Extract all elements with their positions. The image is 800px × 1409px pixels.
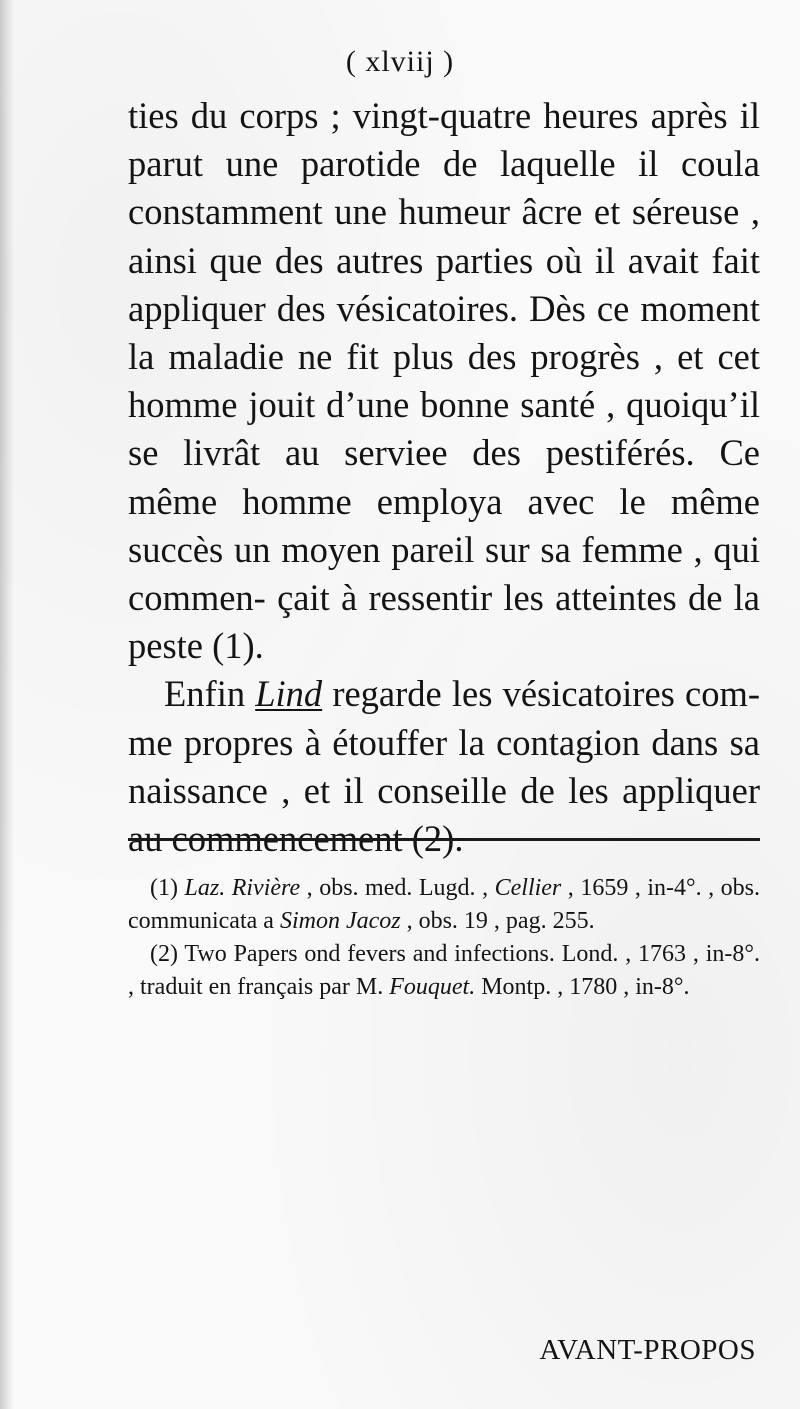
page-number: ( xlviij ): [345, 45, 455, 78]
text-line: parut une parotide de laquelle il coula: [128, 143, 760, 185]
footnote-marker: (2): [150, 941, 185, 967]
text-line: homme employa avec le même succès un: [128, 480, 761, 570]
footnote-author: Laz. Rivière: [184, 875, 301, 901]
text-line: ties du corps ; vingt-quatre heures après il: [128, 95, 760, 136]
footnote-text: Two Papers ond fevers and infections. Lond. , 1763 , in-8°. , traduit en français par M.: [128, 941, 760, 1000]
footnote-rule: [128, 838, 760, 841]
footnote-text: Montp. , 1780 , in-8°.: [475, 974, 690, 1000]
paragraph-2: [128, 670, 760, 863]
paragraph-1: [128, 92, 760, 670]
text-line: me propres à étouffer la contagion dans sa: [128, 721, 760, 763]
page-gutter-shadow: [0, 0, 14, 1409]
text-fragment: Enfin: [164, 673, 256, 715]
text-line: constamment une humeur âcre et séreuse ,: [128, 191, 760, 233]
footnote-publisher: Cellier: [494, 875, 562, 901]
text-line: appliquer des vésicatoires. Dès ce moment: [128, 287, 760, 329]
footnote-text: , 1659 , in-4°. , obs. communicata a: [128, 875, 761, 934]
author-name-lind: Lind: [255, 673, 323, 715]
footnotes: [128, 872, 760, 1004]
footnote-1: [128, 872, 760, 938]
text-fragment: regarde les vésicatoires com-: [322, 673, 760, 715]
catchword: AVANT-PROPOS: [539, 1334, 756, 1366]
text-line: moyen pareil sur sa femme , qui commen-: [128, 528, 761, 619]
footnote-person: Simon Jacoz: [279, 908, 401, 934]
footnote-translator: Fouquet.: [389, 974, 476, 1000]
main-text: [128, 92, 760, 863]
text-line: au commencement (2).: [128, 818, 464, 860]
text-line: çait à ressentir les atteintes de la peste (1).: [128, 577, 761, 667]
footnote-text: , obs. med. Lugd. ,: [300, 875, 495, 901]
text-line: la maladie ne fit plus des progrès , et cet: [128, 336, 760, 378]
footnote-marker: (1): [150, 875, 185, 901]
text-line: se livrât au serviee des pestiférés. Ce même: [128, 432, 760, 522]
text-line: naissance , et il conseille de les appliquer: [128, 769, 760, 811]
text-line: homme jouit d’une bonne santé , quoiqu’il: [128, 384, 760, 426]
footnote-text: , obs. 19 , pag. 255.: [400, 908, 595, 934]
text-line: ainsi que des autres parties où il avait fait: [128, 239, 760, 281]
footnote-2: [128, 938, 760, 1004]
